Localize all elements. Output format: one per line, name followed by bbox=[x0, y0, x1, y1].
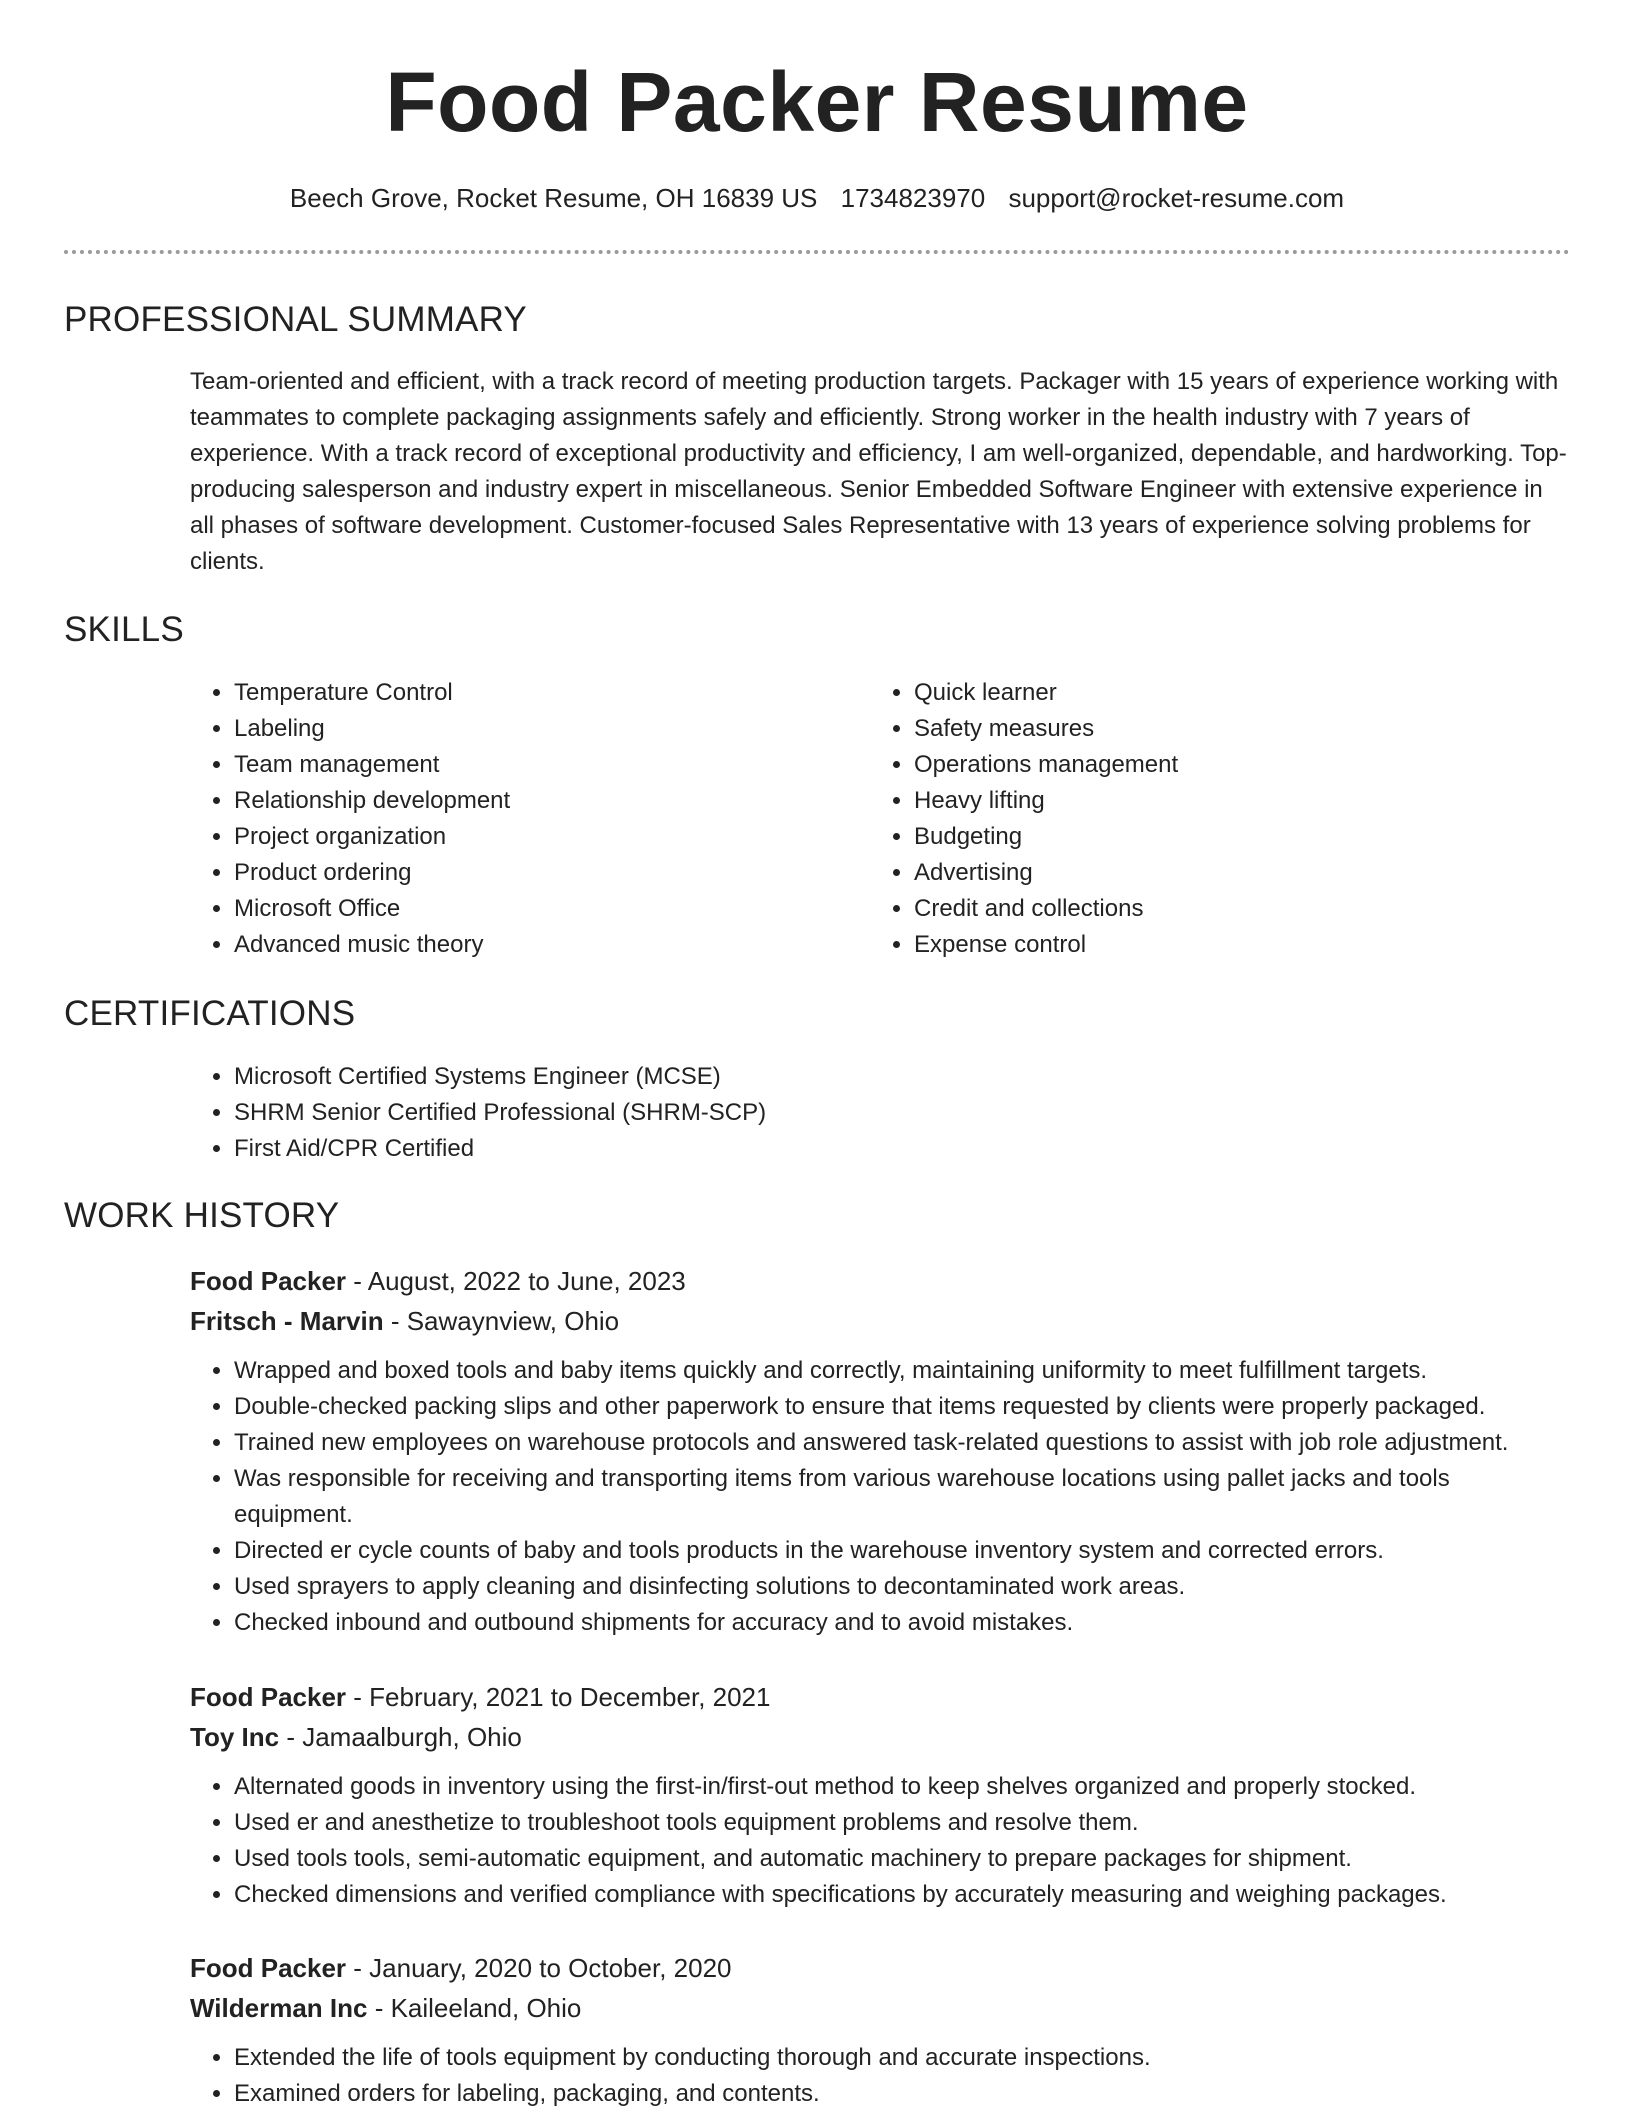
skills-section bbox=[190, 675, 1570, 975]
summary-heading: PROFESSIONAL SUMMARY bbox=[64, 300, 527, 339]
skill-item: • Heavy lifting bbox=[914, 783, 1510, 819]
job-duty-item: • Alternated goods in inventory using the first-in/first-out method to keep shelves organized and properly stocked. bbox=[234, 1769, 1570, 1805]
job-company-line bbox=[190, 1301, 1570, 1341]
job-location: - Kaileeland, Ohio bbox=[367, 1993, 582, 2023]
skill-item: • Advertising bbox=[914, 855, 1510, 891]
job-entry bbox=[190, 1677, 1570, 1913]
skill-item: • Project organization bbox=[234, 819, 830, 855]
certifications-section bbox=[190, 1059, 1570, 1167]
job-company: Toy Inc bbox=[190, 1722, 280, 1752]
skill-item: • Safety measures bbox=[914, 711, 1510, 747]
job-title-line bbox=[190, 1261, 1570, 1301]
header-divider bbox=[64, 250, 1570, 254]
job-company-line bbox=[190, 1988, 1570, 2028]
job-role: Food Packer bbox=[190, 1953, 347, 1983]
job-location: - Sawaynview, Ohio bbox=[383, 1306, 620, 1336]
job-duty-item: • Directed er cycle counts of baby and tools products in the warehouse inventory system and corrected errors. bbox=[234, 1533, 1570, 1569]
certifications-heading: CERTIFICATIONS bbox=[64, 994, 356, 1033]
job-duty-item: • Extended the life of tools equipment by conducting thorough and accurate inspections. bbox=[234, 2040, 1570, 2076]
contact-phone: 1734823970 bbox=[840, 183, 986, 213]
contact-line bbox=[64, 180, 1570, 216]
job-company-line bbox=[190, 1717, 1570, 1757]
summary-text: Team-oriented and efficient, with a track record of meeting production targets. Packager with 15 years of experience working with teammates to complete packaging assignments safely and efficiently. Strong worker in the health industry with 7 years of experience. With a track record of exceptional productivity and efficiency, I am well-organized, dependable, and hardworking. Top-producing salesperson and industry expert in miscellaneous. Senior Embedded Software Engineer with extensive experience in all phases of software development. Customer-focused Sales Representative with 13 years of experience solving problems for clients. bbox=[190, 368, 1567, 575]
skill-item: • Credit and collections bbox=[914, 891, 1510, 927]
skill-item: • Budgeting bbox=[914, 819, 1510, 855]
skill-item: • Team management bbox=[234, 747, 830, 783]
job-company: Wilderman Inc bbox=[190, 1993, 368, 2023]
skill-item: • Product ordering bbox=[234, 855, 830, 891]
certification-item: • SHRM Senior Certified Professional (SHRM-SCP) bbox=[234, 1095, 1570, 1131]
skill-item: • Microsoft Office bbox=[234, 891, 830, 927]
skill-item: • Expense control bbox=[914, 927, 1510, 963]
job-dates: - August, 2022 to June, 2023 bbox=[346, 1266, 686, 1296]
job-duty-item: • Used tools tools, semi-automatic equipment, and automatic machinery to prepare packages for shipment. bbox=[234, 1841, 1570, 1877]
skills-right-column bbox=[870, 675, 1510, 963]
job-role: Food Packer bbox=[190, 1682, 347, 1712]
work-history-heading: WORK HISTORY bbox=[64, 1196, 340, 1235]
skill-item: • Advanced music theory bbox=[234, 927, 830, 963]
summary-section bbox=[190, 364, 1570, 580]
job-location: - Jamaalburgh, Ohio bbox=[279, 1722, 522, 1752]
skill-item: • Quick learner bbox=[914, 675, 1510, 711]
job-duty-item: • Used sprayers to apply cleaning and disinfecting solutions to decontaminated work areas. bbox=[234, 1569, 1570, 1605]
skill-item: • Labeling bbox=[234, 711, 830, 747]
job-title-line bbox=[190, 1948, 1570, 1988]
job-duty-item: • Wrapped and boxed tools and baby items quickly and correctly, maintaining uniformity to meet fulfillment targets. bbox=[234, 1353, 1570, 1389]
certification-item: • Microsoft Certified Systems Engineer (MCSE) bbox=[234, 1059, 1570, 1095]
contact-email: support@rocket-resume.com bbox=[1008, 183, 1345, 213]
job-entry bbox=[190, 1261, 1570, 1641]
job-duty-item: • Used er and anesthetize to troubleshoot tools equipment problems and resolve them. bbox=[234, 1805, 1570, 1841]
job-title-line bbox=[190, 1677, 1570, 1717]
certification-item: • First Aid/CPR Certified bbox=[234, 1131, 1570, 1167]
job-duty-item: • Was responsible for receiving and transporting items from various warehouse locations using pallet jacks and tools equipment. bbox=[234, 1461, 1570, 1533]
skill-item: • Operations management bbox=[914, 747, 1510, 783]
job-duty-item: • Trained new employees on warehouse protocols and answered task-related questions to assist with job role adjustment. bbox=[234, 1425, 1570, 1461]
contact-address: Beech Grove, Rocket Resume, OH 16839 US bbox=[289, 183, 818, 213]
job-entry bbox=[190, 1948, 1570, 2112]
job-dates: - February, 2021 to December, 2021 bbox=[346, 1682, 771, 1712]
resume-title: Food Packer Resume bbox=[385, 55, 1249, 149]
job-company: Fritsch - Marvin bbox=[190, 1306, 384, 1336]
job-duty-item: • Checked inbound and outbound shipments for accuracy and to avoid mistakes. bbox=[234, 1605, 1570, 1641]
job-dates: - January, 2020 to October, 2020 bbox=[346, 1953, 732, 1983]
skill-item: • Temperature Control bbox=[234, 675, 830, 711]
skills-heading: SKILLS bbox=[64, 610, 184, 649]
job-role: Food Packer bbox=[190, 1266, 347, 1296]
job-duty-item: • Examined orders for labeling, packaging, and contents. bbox=[234, 2076, 1570, 2112]
job-duty-item: • Double-checked packing slips and other paperwork to ensure that items requested by clients were properly packaged. bbox=[234, 1389, 1570, 1425]
skills-left-column bbox=[190, 675, 830, 963]
job-duty-item: • Checked dimensions and verified compliance with specifications by accurately measuring and weighing packages. bbox=[234, 1877, 1570, 1913]
skill-item: • Relationship development bbox=[234, 783, 830, 819]
